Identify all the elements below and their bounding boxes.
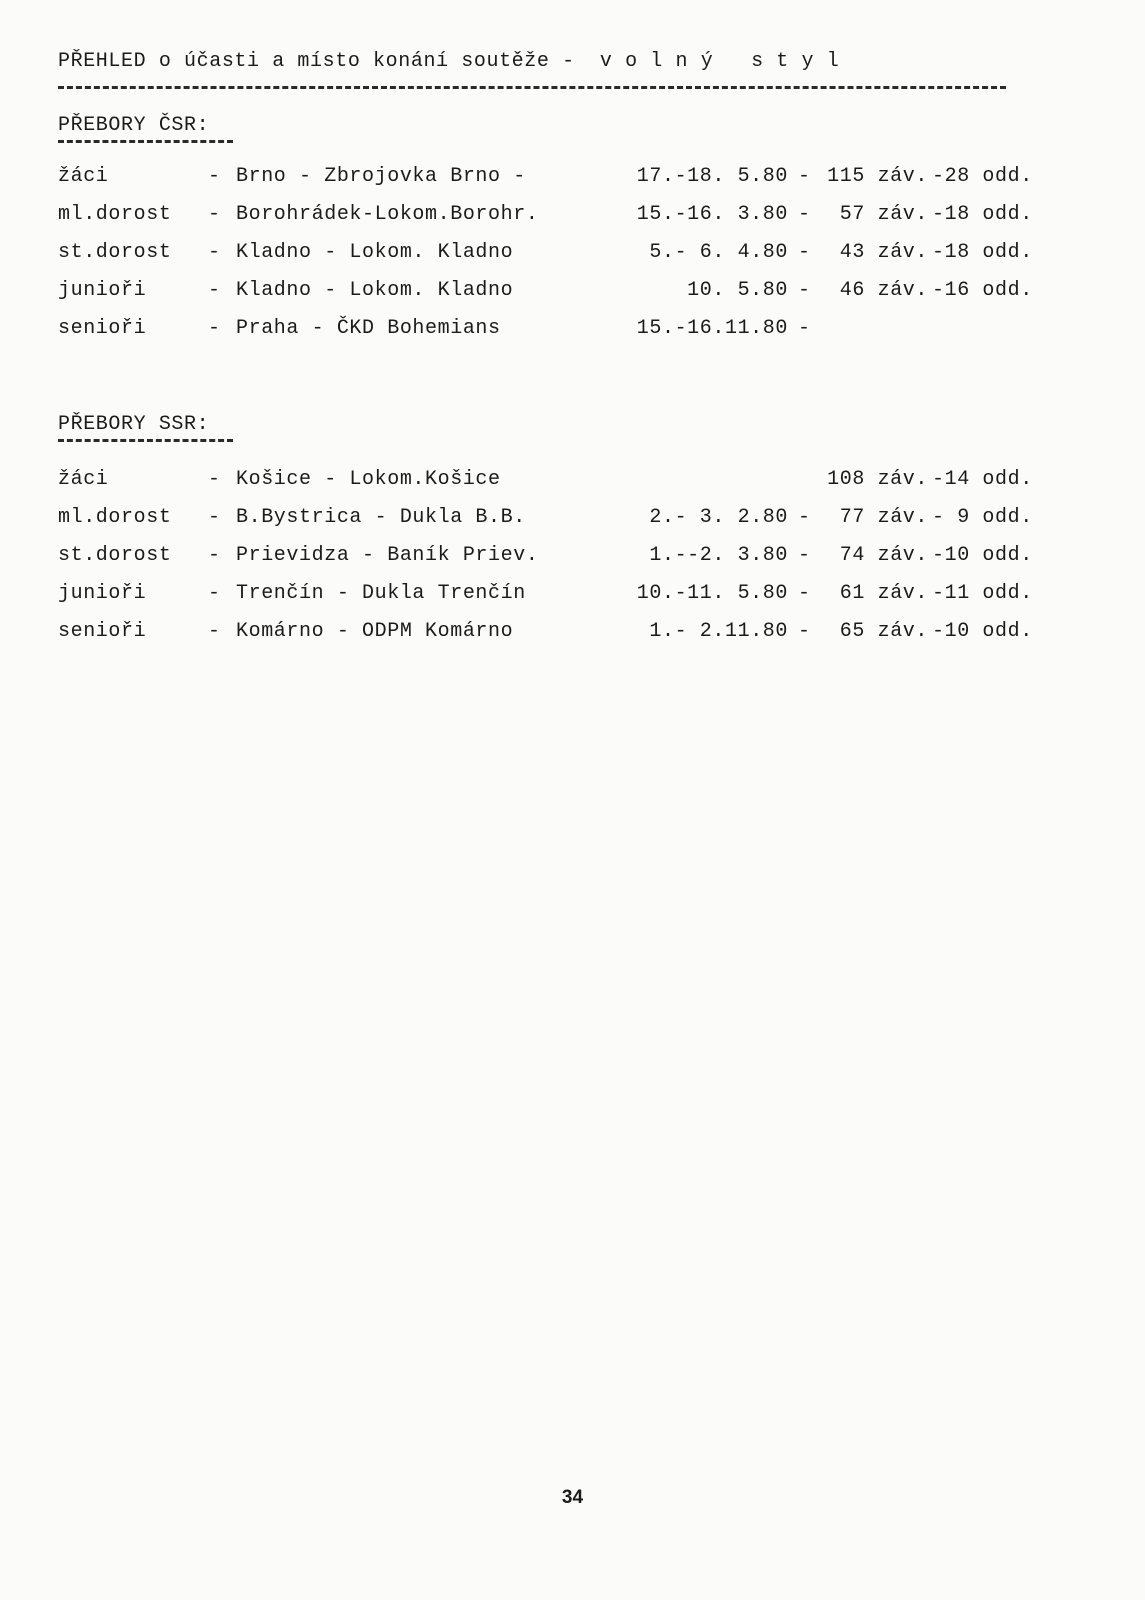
dash-cell: - [208,279,221,302]
category-cell: junioři [58,582,147,605]
dash-cell: - [208,506,221,529]
competitors-cell: 115 záv. [827,165,928,188]
table-row [58,203,1078,241]
competitors-cell: 77 záv. [839,506,928,529]
dash-cell: - [208,165,221,188]
separator-cell: - [798,582,811,605]
date-cell: 17.-18. 5.80 [636,165,788,188]
competitors-cell: 46 záv. [839,279,928,302]
title-dashed-rule [58,86,1006,89]
teams-cell: -18 odd. [932,203,1033,226]
table-row [58,582,1078,620]
teams-cell: -10 odd. [932,620,1033,643]
venue-cell: B.Bystrica - Dukla B.B. [236,506,526,529]
venue-cell: Prievidza - Baník Priev. [236,544,539,567]
venue-cell: Brno - Zbrojovka Brno - [236,165,526,188]
venue-cell: Komárno - ODPM Komárno [236,620,514,643]
venue-cell: Praha - ČKD Bohemians [236,317,501,340]
separator-cell: - [798,241,811,264]
date-cell: 15.-16.11.80 [636,317,788,340]
dash-cell: - [208,241,221,264]
table-row [58,241,1078,279]
category-cell: žáci [58,165,109,188]
dash-cell: - [208,582,221,605]
competitors-cell: 57 záv. [839,203,928,226]
separator-cell: - [798,317,811,340]
teams-cell: -28 odd. [932,165,1033,188]
teams-cell: -18 odd. [932,241,1033,264]
venue-cell: Kladno - Lokom. Kladno [236,241,514,264]
table-row [58,620,1078,658]
competitors-cell: 65 záv. [839,620,928,643]
venue-cell: Borohrádek-Lokom.Borohr. [236,203,539,226]
table-row [58,165,1078,203]
category-cell: senioři [58,620,147,643]
dash-cell: - [208,468,221,491]
category-cell: senioři [58,317,147,340]
venue-cell: Kladno - Lokom. Kladno [236,279,514,302]
dash-cell: - [208,317,221,340]
competitors-cell: 61 záv. [839,582,928,605]
ssr-heading: PŘEBORY SSR: [58,413,210,436]
date-cell: 2.- 3. 2.80 [649,506,788,529]
teams-cell: -11 odd. [932,582,1033,605]
venue-cell: Trenčín - Dukla Trenčín [236,582,526,605]
date-cell: 5.- 6. 4.80 [649,241,788,264]
table-row [58,317,1078,355]
date-cell: 10.-11. 5.80 [636,582,788,605]
ssr-table [58,468,1078,658]
csr-table [58,165,1078,355]
category-cell: junioři [58,279,147,302]
table-row [58,279,1078,317]
separator-cell: - [798,506,811,529]
competitors-cell: 108 záv. [827,468,928,491]
table-row [58,468,1078,506]
category-cell: st.dorost [58,241,172,264]
table-row [58,544,1078,582]
ssr-heading-rule [58,439,233,442]
date-cell: 15.-16. 3.80 [636,203,788,226]
venue-cell: Košice - Lokom.Košice [236,468,501,491]
document-title: PŘEHLED o účasti a místo konání soutěže - v o l n ý s t y l [58,50,840,73]
category-cell: ml.dorost [58,506,172,529]
separator-cell: - [798,279,811,302]
teams-cell: - 9 odd. [932,506,1033,529]
separator-cell: - [798,165,811,188]
teams-cell: -16 odd. [932,279,1033,302]
teams-cell: -14 odd. [932,468,1033,491]
teams-cell: -10 odd. [932,544,1033,567]
separator-cell: - [798,203,811,226]
date-cell: 10. 5.80 [687,279,788,302]
dash-cell: - [208,620,221,643]
category-cell: žáci [58,468,109,491]
competitors-cell: 74 záv. [839,544,928,567]
category-cell: st.dorost [58,544,172,567]
table-row [58,506,1078,544]
dash-cell: - [208,203,221,226]
category-cell: ml.dorost [58,203,172,226]
csr-heading: PŘEBORY ČSR: [58,114,210,137]
csr-heading-rule [58,140,233,143]
date-cell: 1.--2. 3.80 [649,544,788,567]
competitors-cell: 43 záv. [839,241,928,264]
separator-cell: - [798,620,811,643]
date-cell: 1.- 2.11.80 [649,620,788,643]
separator-cell: - [798,544,811,567]
dash-cell: - [208,544,221,567]
page-number: 34 [561,1487,584,1508]
